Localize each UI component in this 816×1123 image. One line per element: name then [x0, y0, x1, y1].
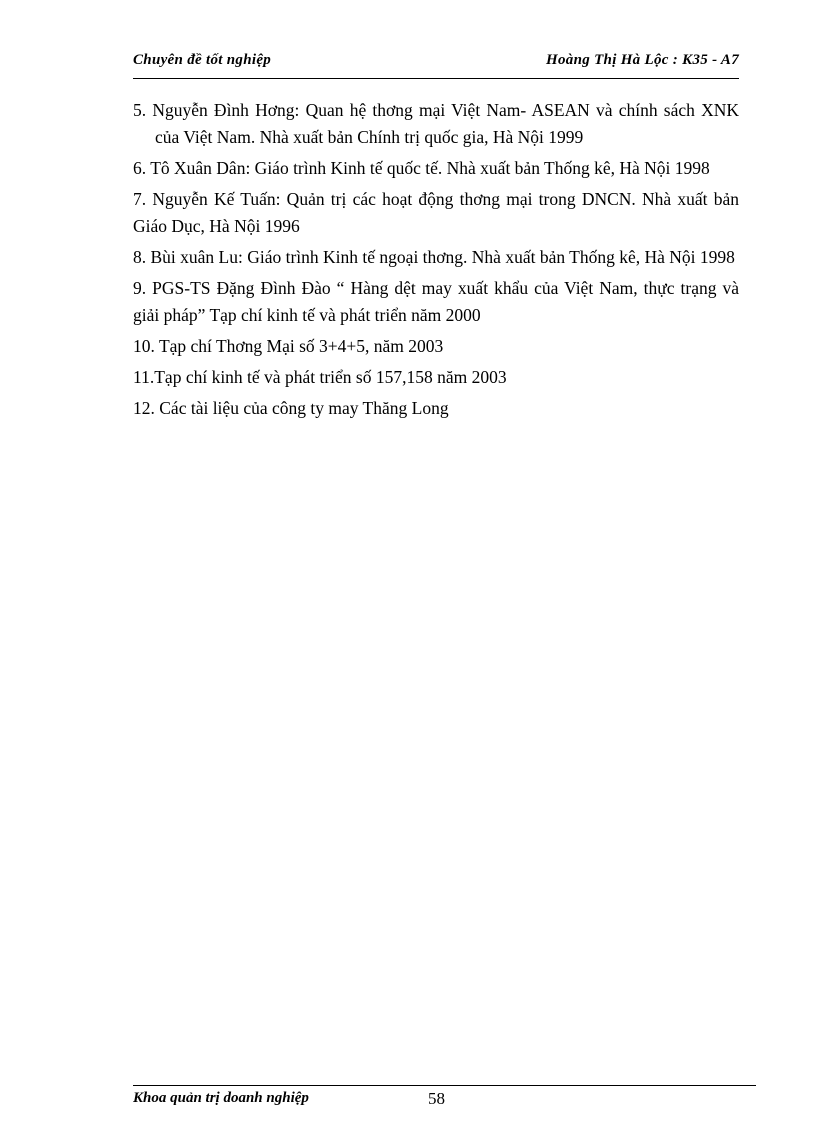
reference-list: [133, 97, 739, 426]
reference-text: Tạp chí Thơng Mại số 3+4+5, năm 2003: [158, 336, 444, 356]
reference-item: [133, 275, 739, 329]
reference-item: [133, 395, 739, 422]
reference-number: 8.: [133, 247, 147, 267]
reference-number: 10.: [133, 336, 155, 356]
footer-divider: [133, 1085, 756, 1086]
reference-item: [133, 333, 739, 360]
page-number: 58: [428, 1089, 445, 1108]
reference-text: Bùi xuân Lu: Giáo trình Kinh tế ngoại thơng. Nhà xuất bản Thống kê, Hà Nội 1998: [150, 247, 735, 267]
reference-item: [133, 244, 739, 271]
header-divider: [133, 78, 739, 79]
header-right-author: Hoàng Thị Hà Lộc : K35 - A7: [546, 52, 739, 68]
reference-text: Nguyễn Đình Hơng: Quan hệ thơng mại Việt Nam- ASEAN và chính sách XNK của Việt Nam. Nhà xuất bản Chính trị quốc gia, Hà Nội 1999: [152, 100, 739, 147]
reference-number: 5.: [133, 100, 147, 120]
reference-number: 9.: [133, 278, 147, 298]
reference-number: 7.: [133, 189, 147, 209]
reference-text: PGS-TS Đặng Đình Đào “ Hàng dệt may xuất khẩu của Việt Nam, thực trạng và giải pháp” Tạp chí kinh tế và phát triển năm 2000: [133, 278, 739, 325]
header-left-title: Chuyên đề tốt nghiệp: [133, 52, 272, 68]
reference-item: [133, 364, 739, 391]
page-header: [133, 52, 739, 74]
reference-text: Nguyễn Kế Tuấn: Quản trị các hoạt động thơng mại trong DNCN. Nhà xuất bản Giáo Dục, Hà Nội 1996: [133, 189, 739, 236]
footer-faculty: Khoa quản trị doanh nghiệp: [133, 1090, 309, 1106]
reference-number: 11.: [133, 367, 155, 387]
reference-item: [133, 186, 739, 240]
reference-text: Tô Xuân Dân: Giáo trình Kinh tế quốc tế. Nhà xuất bản Thống kê, Hà Nội 1998: [150, 158, 710, 178]
reference-item: [133, 155, 739, 182]
reference-text: Các tài liệu của công ty may Thăng Long: [159, 398, 449, 418]
reference-number: 6.: [133, 158, 147, 178]
reference-text: Tạp chí kinh tế và phát triển số 157,158 năm 2003: [154, 367, 507, 387]
reference-number: 12.: [133, 398, 155, 418]
reference-item: [133, 97, 739, 151]
